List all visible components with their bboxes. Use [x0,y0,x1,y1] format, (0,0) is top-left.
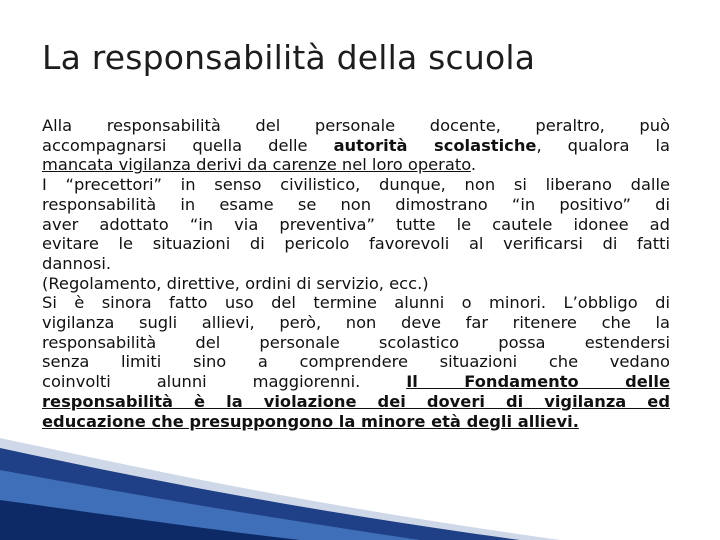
paragraph-4-line-6: responsabilità è la violazione dei doveri di vigilanza ed [42,391,670,411]
paragraph-1-line-3: mancata vigilanza derivi da carenze nel loro operato. [42,155,477,175]
paragraph-3: (Regolamento, direttive, ordini di servizio, ecc.) [42,273,429,293]
paragraph-4-line-4: senza limiti sino a comprendere situazioni che vedano [42,352,670,372]
paragraph-4-line-1: Si è sinora fatto uso del termine alunni o minori. L’obbligo di [42,293,670,313]
paragraph-2-line-2: responsabilità in esame se non dimostrano “in positivo” di [42,194,670,214]
page-title: La responsabilità della scuola [42,38,536,77]
paragraph-1-line-1: Alla responsabilità del personale docente, peraltro, può [42,116,670,135]
body-text [42,116,670,431]
paragraph-2-line-3: aver adottato “in via preventiva” tutte le cautele idonee ad [42,214,670,234]
underlined-phrase: mancata vigilanza derivi da carenze nel loro operato [42,155,471,175]
paragraph-4-line-5: coinvolti alunni maggiorenni. Il Fondamento delle [42,372,671,392]
paragraph-2-line-5: dannosi. [42,253,112,273]
paragraph-4-line-7: educazione che presuppongono la minore età degli allievi. [42,411,579,431]
paragraph-4-line-2: vigilanza sugli allievi, però, non deve far ritenere che la [42,313,670,333]
emphasis-autorita: autorità scolastiche [333,135,537,155]
paragraph-4-line-3: responsabilità del personale scolastico possa estendersi [42,332,670,352]
paragraph-2-line-1: I “precettori” in senso civilistico, dunque, non si liberano dalle [42,175,670,195]
fondamento-heading: Il Fondamento delle [406,372,671,392]
paragraph-2-line-4: evitare le situazioni di pericolo favorevoli al verificarsi di fatti [42,234,670,254]
paragraph-1-line-2: accompagnarsi quella delle autorità scolastiche, qualora la [42,135,670,155]
